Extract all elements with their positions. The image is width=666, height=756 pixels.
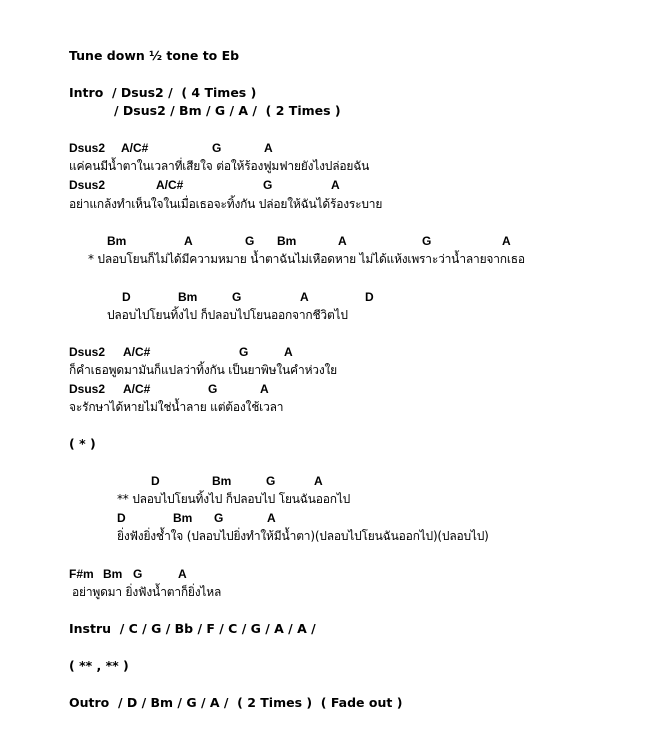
chord: A: [260, 382, 269, 396]
chord: Dsus2: [69, 345, 106, 359]
lyric-line: อย่าแกล้งทำเห็นใจในเมื่อเธอจะทิ้งกัน ปล่อยให้ฉันได้ร้องระบาย: [69, 197, 383, 211]
chord: F#m: [69, 567, 94, 581]
chord: G: [245, 234, 255, 248]
chord: A: [178, 567, 187, 581]
chord: A: [184, 234, 193, 248]
outro-line: Outro / D / Bm / G / A / ( 2 Times ) ( Fade out ): [69, 695, 403, 710]
chord: A: [338, 234, 347, 248]
lyric-line: แค่คนมีน้ำตาในเวลาที่เสียใจ ต่อให้ร้องฟูมฟายยังไงปล่อยฉัน: [69, 159, 370, 173]
intro-line-2: / Dsus2 / Bm / G / A / ( 2 Times ): [114, 103, 341, 118]
chord: Dsus2: [69, 141, 106, 155]
chord: D: [117, 511, 126, 525]
chord: G: [266, 474, 276, 488]
chord: G: [422, 234, 432, 248]
chord: Bm: [277, 234, 297, 248]
chord: A/C#: [123, 382, 151, 396]
lyric-line: ก็คำเธอพูดมามันก็แปลว่าทิ้งกัน เป็นยาพิษในคำห่วงใย: [69, 363, 337, 377]
lyric-line: ยิ่งฟังยิ่งช้ำใจ (ปลอบไปยิ่งทำให้มีน้ำตา)(ปลอบไปโยนฉันออกไป)(ปลอบไป): [117, 529, 489, 543]
lyric-line: ปลอบไปโยนทิ้งไป ก็ปลอบไปโยนออกจากชีวิตไป: [107, 308, 348, 322]
chord: Bm: [107, 234, 127, 248]
instrumental-line: Instru / C / G / Bb / F / C / G / A / A /: [69, 621, 316, 636]
chord: G: [239, 345, 249, 359]
chord: A/C#: [156, 178, 184, 192]
repeat-chorus-marker: ( * ): [69, 436, 96, 451]
chord: Bm: [178, 290, 198, 304]
chord: D: [122, 290, 131, 304]
chord: Bm: [103, 567, 123, 581]
chord: D: [151, 474, 160, 488]
chord: G: [133, 567, 143, 581]
lyric-line: ** ปลอบไปโยนทิ้งไป ก็ปลอบไป โยนฉันออกไป: [117, 492, 351, 506]
lyric-line: * ปลอบโยนก็ไม่ได้มีความหมาย น้ำตาฉันไม่เหือดหาย ไม่ได้แห้งเพราะว่าน้ำลายจากเธอ: [88, 252, 525, 266]
tuning-note: Tune down ½ tone to Eb: [69, 48, 240, 63]
chord: G: [232, 290, 242, 304]
chord: G: [208, 382, 218, 396]
chord: A/C#: [123, 345, 151, 359]
chord: Dsus2: [69, 382, 106, 396]
chord: G: [212, 141, 222, 155]
chord: G: [214, 511, 224, 525]
chord: A/C#: [121, 141, 149, 155]
chord: Bm: [212, 474, 232, 488]
lyric-line: อย่าพูดมา ยิ่งฟังน้ำตาก็ยิ่งไหล: [72, 585, 222, 599]
chord: A: [300, 290, 309, 304]
chord: A: [284, 345, 293, 359]
chord: A: [502, 234, 511, 248]
repeat-hook-marker: ( ** , ** ): [69, 658, 129, 673]
chord: G: [263, 178, 273, 192]
chord: Bm: [173, 511, 193, 525]
chord: A: [314, 474, 323, 488]
chord: A: [264, 141, 273, 155]
lyric-line: จะรักษาได้หายไม่ใช่น้ำลาย แต่ต้องใช้เวลา: [69, 400, 284, 414]
chord: A: [267, 511, 276, 525]
chord: D: [365, 290, 374, 304]
chord: A: [331, 178, 340, 192]
chord: Dsus2: [69, 178, 106, 192]
intro-line-1: Intro / Dsus2 / ( 4 Times ): [69, 85, 257, 100]
